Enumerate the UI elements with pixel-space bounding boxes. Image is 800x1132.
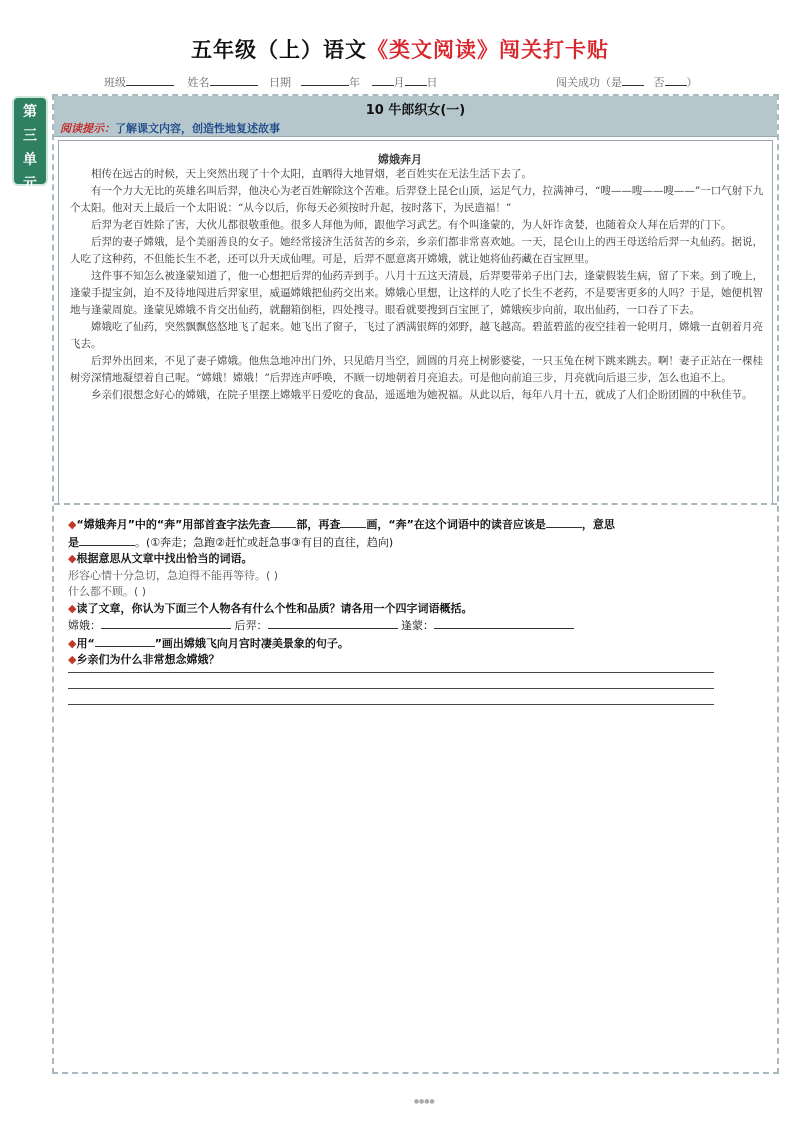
pass-yes-blank[interactable] [622, 74, 644, 86]
pass-status-line [556, 74, 698, 90]
story-paragraph: 相传在远古的时候，天上突然出现了十个太阳，直晒得大地冒烟，老百姓实在无法生活下去了。 [91, 168, 532, 180]
answer-line[interactable] [68, 672, 714, 673]
title-book: 《类文阅读》 [367, 38, 499, 62]
pass-label: 闯关成功（是 [556, 76, 622, 89]
question-4 [68, 635, 728, 653]
name-blank[interactable] [210, 74, 258, 86]
question-5 [68, 652, 728, 669]
hint-text: 了解课文内容，创造性地复述故事 [115, 122, 280, 135]
unit-char: 第 [23, 104, 37, 120]
story-paragraph: 有一个力大无比的英雄名叫后羿，他决心为老百姓解除这个苦难。后羿登上昆仑山顶，运足气力，拉满神弓，“嗖——嗖——嗖——”一口气射下九个太阳。他对天上最后一个太阳说：“从今以后，你每天必须按时升起，按时落下，为民造福！” [70, 185, 764, 214]
q1-text-hua: 画，“奔”在这个词语中的读音应该是 [366, 518, 546, 531]
question-3 [68, 601, 728, 618]
unit-tag [14, 98, 46, 192]
day-label: 日 [426, 76, 438, 89]
diamond-bullet-icon: ◆ [68, 552, 77, 565]
pass-no-label: 否 [653, 76, 665, 89]
lesson-title: 10 牛郎织女(一) [365, 103, 466, 118]
q3-text: 读了文章，你认为下面三个人物各有什么个性和品质？请各用一个四字词语概括。 [76, 601, 473, 615]
q2-item-a[interactable]: 形容心情十分急切，急迫得不能再等待。( ) [68, 568, 279, 582]
unit-char: 单 [23, 152, 37, 168]
q1-text-bu: 部，再查 [296, 518, 341, 531]
questions-section [68, 516, 728, 669]
q1-text: “嫦娥奔月”中的“奔”用部首查字法先查 [76, 518, 271, 531]
student-info-line [104, 74, 438, 90]
q3-fengmeng-label: 逢蒙： [401, 619, 434, 632]
diamond-bullet-icon: ◆ [68, 601, 77, 615]
pass-close: ） [686, 76, 698, 89]
page-title [0, 34, 800, 64]
unit-char: 元 [23, 176, 37, 192]
day-blank[interactable] [405, 74, 427, 86]
q1-text-yisi: ，意思 [581, 518, 615, 531]
answer-line[interactable] [68, 688, 714, 689]
question-1 [68, 516, 728, 534]
date-label: 日期 [269, 76, 291, 89]
q3-fengmeng-blank[interactable] [434, 617, 574, 629]
question-1-line-2 [68, 534, 728, 552]
month-label: 月 [393, 76, 405, 89]
story-paragraph: 后羿外出回来，不见了妻子嫦娥。他焦急地冲出门外，只见皓月当空，圆圆的月亮上树影婆娑，一只玉兔在树下跳来跳去。啊！妻子正站在一棵桂树旁深情地凝望着自己呢。“嫦娥！嫦娥！”后羿连声呼唤，不顾一切地朝着月亮追去。可是他向前追三步，月亮就向后退三步，怎么也追不上。 [70, 355, 763, 384]
diamond-bullet-icon: ◆ [68, 636, 77, 650]
page-mark: · ●●●● · [410, 1098, 439, 1105]
name-label: 姓名 [187, 76, 210, 89]
story-paragraph: 嫦娥吃了仙药，突然飘飘悠悠地飞了起来。她飞出了窗子，飞过了洒满银辉的郊野，越飞越高。碧蓝碧蓝的夜空挂着一轮明月，嫦娥一直朝着月亮飞去。 [70, 321, 763, 350]
story-text [70, 166, 764, 404]
q3-answer-row [68, 617, 728, 635]
q4-text-a: 用“ [76, 636, 95, 650]
q4-underline-mark [95, 635, 155, 647]
q4-text-b: ”画出嫦娥飞向月宫时凄美景象的句子。 [154, 636, 349, 650]
q1-options: 。(①奔走；急跑②赶忙或赶急事③有目的直往，趋向) [135, 535, 394, 549]
hint-label: 阅读提示： [60, 122, 115, 135]
q1-text-shi: 是 [68, 535, 79, 549]
story-title: 嫦娥奔月 [378, 153, 422, 166]
lesson-header [54, 96, 777, 137]
q3-change-label: 嫦娥： [68, 619, 101, 632]
q2-text: 根据意思从文章中找出恰当的词语。 [76, 552, 253, 565]
q2-item-b[interactable]: 什么都不顾。( ) [68, 585, 147, 598]
q1-pinyin-blank[interactable] [546, 516, 582, 528]
reading-hint [60, 120, 280, 136]
q3-houyi-label: 后羿： [234, 619, 268, 632]
section-divider [54, 503, 777, 505]
year-label: 年 [349, 76, 360, 89]
story-paragraph: 这件事不知怎么被逢蒙知道了，他一心想把后羿的仙药弄到手。八月十五这天清晨，后羿要带弟子出门去，逢蒙假装生病，留了下来。到了晚上，逢蒙手提宝剑，迫不及待地闯进后羿家里，威逼嫦娥把仙药交出来。嫦娥心里想，让这样的人吃了长生不老药，不是要害更多的人吗？于是，她便机智地与逢蒙周旋。逢蒙见嫦娥不肯交出仙药，就翻箱倒柜，四处搜寻。眼看就要搜到百宝匣了，嫦娥疾步向前，取出仙药，一口吞了下去。 [70, 270, 763, 316]
q5-text: 乡亲们为什么非常想念嫦娥？ [76, 653, 220, 666]
class-label: 班级 [104, 76, 126, 89]
question-2 [68, 551, 728, 568]
q1-stroke-blank[interactable] [340, 516, 366, 528]
title-card: 闯关打卡贴 [499, 38, 609, 62]
answer-line[interactable] [68, 704, 714, 705]
q3-change-blank[interactable] [101, 617, 231, 629]
story-paragraph: 后羿为老百姓除了害，大伙儿都很敬重他。很多人拜他为师，跟他学习武艺。有个叫逢蒙的，为人奸诈贪婪，也随着众人拜在后羿的门下。 [91, 219, 732, 231]
q1-meaning-blank[interactable] [79, 534, 135, 546]
q3-houyi-blank[interactable] [268, 617, 398, 629]
unit-char: 三 [23, 128, 37, 144]
title-grade: 五年级（上）语文 [191, 38, 367, 62]
month-blank[interactable] [372, 74, 394, 86]
story-paragraph: 乡亲们很想念好心的嫦娥，在院子里摆上嫦娥平日爱吃的食品，遥遥地为她祝福。从此以后，每年八月十五，就成了人们企盼团圆的中秋佳节。 [91, 389, 753, 401]
pass-no-blank[interactable] [665, 74, 687, 86]
q1-radical-blank[interactable] [270, 516, 296, 528]
year-blank[interactable] [301, 74, 349, 86]
diamond-bullet-icon: ◆ [68, 518, 77, 531]
diamond-bullet-icon: ◆ [68, 653, 77, 666]
class-blank[interactable] [126, 74, 174, 86]
story-paragraph: 后羿的妻子嫦娥，是个美丽善良的女子。她经常接济生活贫苦的乡亲，乡亲们都非常喜欢她。一天，昆仑山上的西王母送给后羿一丸仙药。据说，人吃了这种药，不但能长生不老，还可以升天成仙哩。可是，后羿不愿意离开嫦娥，就让她将仙药藏在百宝匣里。 [70, 236, 763, 265]
